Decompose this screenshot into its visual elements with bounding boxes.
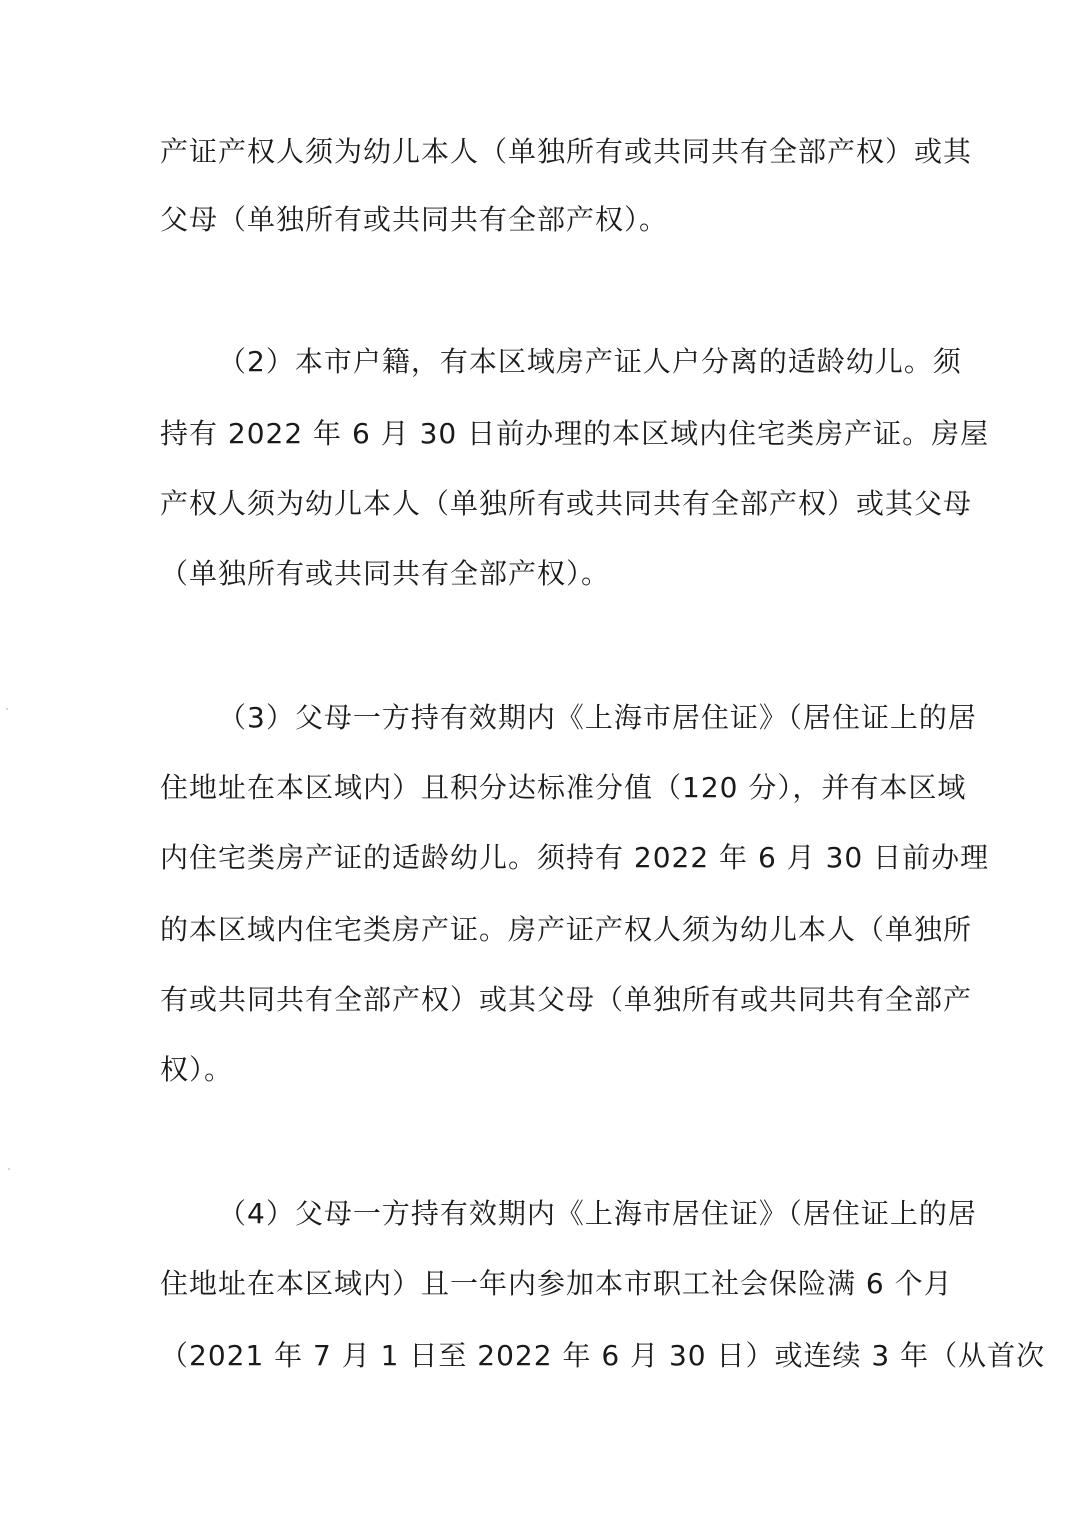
text-line: （3）父母一方持有效期内《上海市居住证》（居住证上的居 — [218, 701, 977, 734]
text-line: （4）父母一方持有效期内《上海市居住证》（居住证上的居 — [218, 1197, 977, 1230]
text-line: 有或共同共有全部产权）或其父母（单独所有或共同共有全部产 — [160, 983, 973, 1016]
scan-speck — [6, 708, 8, 710]
text-line: 权）。 — [160, 1053, 234, 1086]
text-line: （2）本市户籍，有本区域房产证人户分离的适龄幼儿。须 — [218, 345, 962, 378]
text-line: （2021 年 7 月 1 日至 2022 年 6 月 30 日）或连续 3 年（从首次 — [160, 1339, 1046, 1372]
text-line: 住地址在本区域内）且一年内参加本市职工社会保险满 6 个月 — [160, 1267, 953, 1300]
text-line: 产证产权人须为幼儿本人（单独所有或共同共有全部产权）或其 — [160, 135, 973, 168]
text-line: 内住宅类房产证的适龄幼儿。须持有 2022 年 6 月 30 日前办理 — [160, 841, 990, 874]
text-line: （单独所有或共同共有全部产权）。 — [160, 557, 611, 590]
text-line: 父母（单独所有或共同共有全部产权）。 — [160, 203, 669, 236]
text-line: 的本区域内住宅类房产证。房产证产权人须为幼儿本人（单独所 — [160, 913, 973, 946]
text-line: 持有 2022 年 6 月 30 日前办理的本区域内住宅类房产证。房屋 — [160, 417, 990, 450]
text-line: 产权人须为幼儿本人（单独所有或共同共有全部产权）或其父母 — [160, 487, 973, 520]
scan-speck — [8, 1168, 10, 1170]
text-line: 住地址在本区域内）且积分达标准分值（120 分），并有本区域 — [160, 771, 967, 804]
